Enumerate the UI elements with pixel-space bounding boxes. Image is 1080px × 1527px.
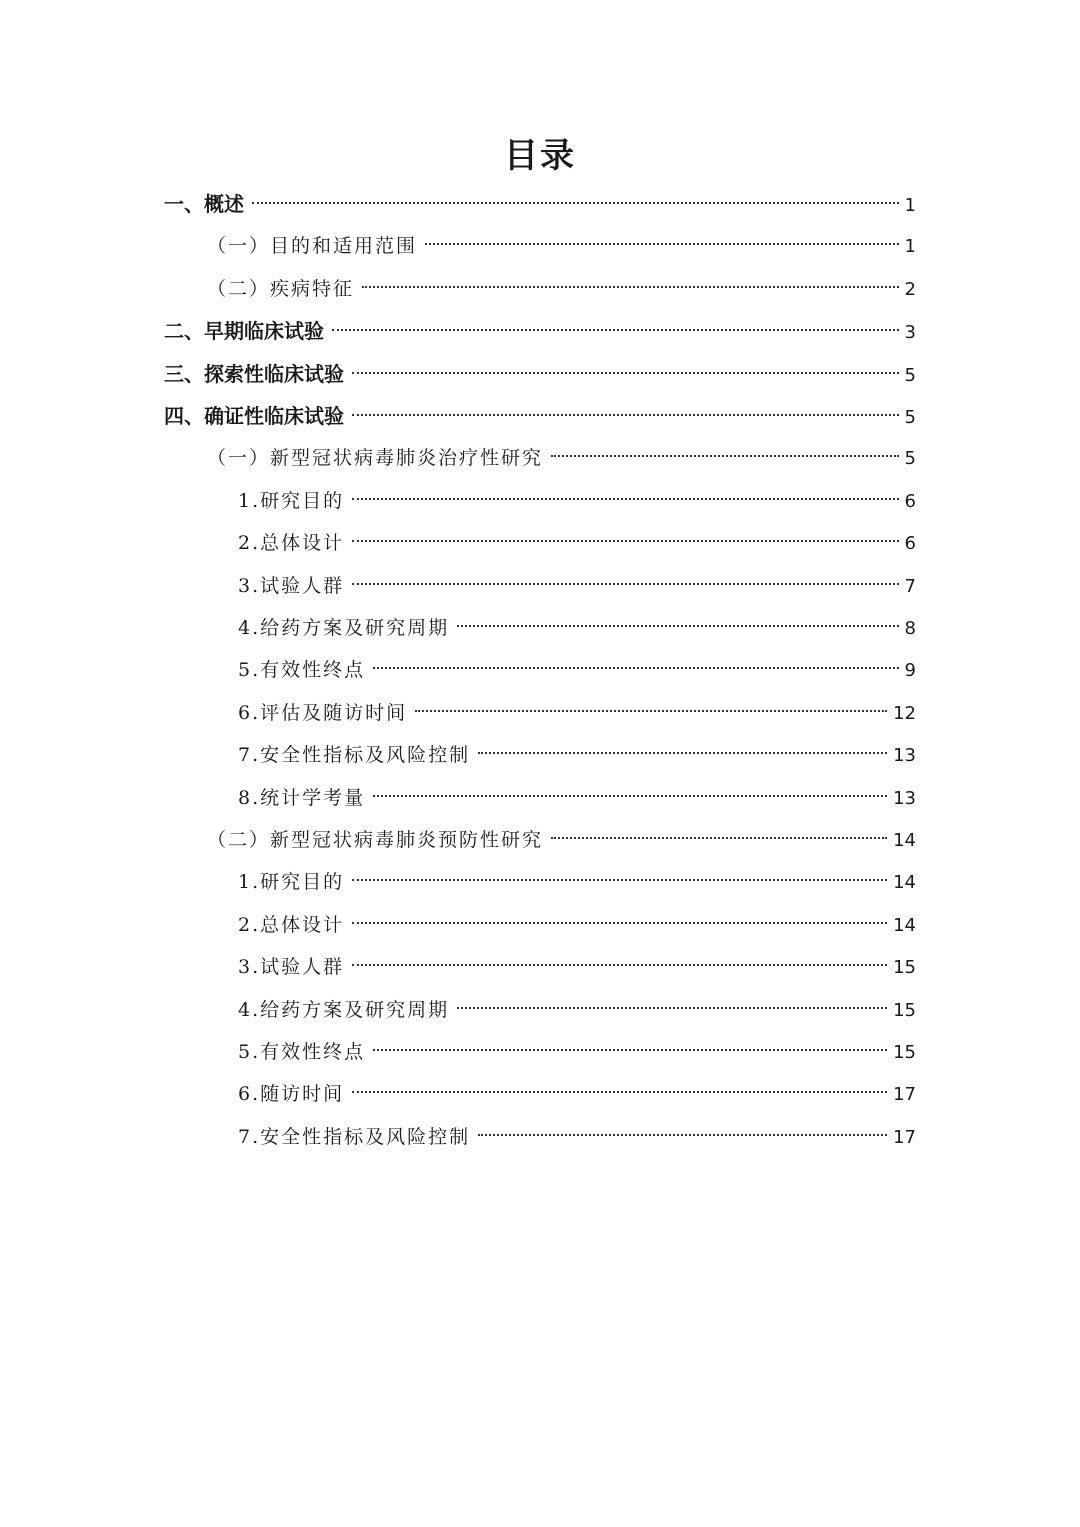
toc-entry[interactable] xyxy=(207,226,916,266)
toc-entry-label: 三、探索性临床试验 xyxy=(164,361,344,386)
toc-entry-label: （二）疾病特征 xyxy=(207,277,355,300)
toc-dot-leader xyxy=(352,922,887,924)
toc-entry-page-number: 15 xyxy=(893,999,916,1021)
toc-entry[interactable] xyxy=(238,735,916,775)
toc-entry[interactable] xyxy=(238,1117,916,1157)
toc-entry-label: 3.试验人群 xyxy=(238,956,345,979)
toc-entry-page-number: 7 xyxy=(904,575,916,597)
toc-entry-label: 6.随访时间 xyxy=(238,1083,345,1106)
toc-dot-leader xyxy=(478,1134,887,1136)
toc-entry-label: （一）新型冠状病毒肺炎治疗性研究 xyxy=(207,447,544,470)
toc-entry[interactable] xyxy=(207,438,916,478)
toc-entry-page-number: 5 xyxy=(904,407,916,428)
toc-entry[interactable] xyxy=(238,905,916,945)
toc-entry-label: 6.评估及随访时间 xyxy=(238,701,408,724)
toc-entry-page-number: 2 xyxy=(904,278,916,300)
toc-entry-label: 四、确证性临床试验 xyxy=(164,404,344,428)
toc-dot-leader xyxy=(352,498,898,500)
toc-entry[interactable] xyxy=(238,862,916,902)
toc-dot-leader xyxy=(425,243,899,245)
toc-entry-page-number: 14 xyxy=(893,914,916,936)
toc-entry-page-number: 1 xyxy=(904,195,916,216)
toc-entry-label: 4.给药方案及研究周期 xyxy=(238,998,450,1021)
toc-entry-label: 7.安全性指标及风险控制 xyxy=(238,1125,471,1148)
toc-entry-page-number: 14 xyxy=(893,830,916,851)
toc-entry-page-number: 13 xyxy=(893,745,916,767)
toc-entry-page-number: 15 xyxy=(893,1042,916,1063)
toc-entry[interactable] xyxy=(238,990,916,1030)
toc-entry-page-number: 6 xyxy=(904,533,916,555)
toc-dot-leader xyxy=(352,964,887,966)
toc-dot-leader xyxy=(352,372,899,374)
toc-dot-leader xyxy=(332,329,899,331)
toc-dot-leader xyxy=(373,667,898,669)
toc-entry[interactable] xyxy=(238,481,916,521)
toc-dot-leader xyxy=(352,583,898,585)
toc-dot-leader xyxy=(415,710,887,712)
toc-entry-label: 一、概述 xyxy=(164,192,244,216)
toc-entry-label: 7.安全性指标及风险控制 xyxy=(238,744,471,767)
toc-entry-page-number: 13 xyxy=(893,787,916,809)
toc-entry-page-number: 14 xyxy=(893,872,916,894)
toc-entry-page-number: 12 xyxy=(893,702,916,724)
toc-entry[interactable] xyxy=(207,269,916,309)
toc-entry-page-number: 8 xyxy=(904,618,916,639)
page-title: 目录 xyxy=(504,136,576,176)
toc-dot-leader xyxy=(352,1091,887,1093)
toc-entry[interactable] xyxy=(238,1074,916,1114)
toc-entry-page-number: 5 xyxy=(904,364,916,386)
toc-entry[interactable] xyxy=(164,354,916,394)
toc-entry-label: 1.研究目的 xyxy=(238,489,345,512)
toc-dot-leader xyxy=(457,1007,887,1009)
toc-entry[interactable] xyxy=(238,947,916,987)
toc-entry[interactable] xyxy=(164,396,916,436)
toc-entry-label: 2.总体设计 xyxy=(238,532,345,555)
toc-entry[interactable] xyxy=(238,1032,916,1072)
toc-entry-label: 二、早期临床试验 xyxy=(164,319,324,344)
toc-entry-label: 5.有效性终点 xyxy=(238,1041,366,1063)
toc-dot-leader xyxy=(551,455,899,457)
toc-entry-page-number: 15 xyxy=(893,957,916,979)
toc-entry-label: （二）新型冠状病毒肺炎预防性研究 xyxy=(207,829,544,851)
toc-dot-leader xyxy=(352,414,899,416)
toc-entry[interactable] xyxy=(164,311,916,351)
toc-entry[interactable] xyxy=(238,523,916,563)
toc-entry[interactable] xyxy=(238,566,916,606)
toc-entry[interactable] xyxy=(207,820,916,860)
toc-entry-page-number: 5 xyxy=(904,448,916,470)
toc-entry-label: （一）目的和适用范围 xyxy=(207,235,418,258)
toc-entry[interactable] xyxy=(238,608,916,648)
toc-dot-leader xyxy=(457,625,898,627)
toc-entry-page-number: 17 xyxy=(893,1126,916,1148)
toc-dot-leader xyxy=(352,879,887,881)
toc-dot-leader xyxy=(478,752,887,754)
toc-dot-leader xyxy=(551,837,887,839)
toc-dot-leader xyxy=(362,286,899,288)
toc-entry-page-number: 1 xyxy=(904,236,916,258)
toc-entry-page-number: 6 xyxy=(904,490,916,512)
toc-dot-leader xyxy=(373,1049,887,1051)
toc-dot-leader xyxy=(352,540,898,542)
toc-entry-label: 8.统计学考量 xyxy=(238,786,366,809)
toc-entry-label: 3.试验人群 xyxy=(238,574,345,597)
toc-entry-page-number: 17 xyxy=(893,1084,916,1106)
toc-entry-label: 2.总体设计 xyxy=(238,913,345,936)
toc-entry[interactable] xyxy=(238,693,916,733)
toc-entry[interactable] xyxy=(238,650,916,690)
toc-dot-leader xyxy=(373,795,887,797)
toc-dot-leader xyxy=(252,202,899,204)
toc-entry-page-number: 9 xyxy=(904,660,916,682)
toc-entry[interactable] xyxy=(238,778,916,818)
toc-entry[interactable] xyxy=(164,184,916,224)
toc-entry-label: 5.有效性终点 xyxy=(238,659,366,682)
toc-entry-label: 1.研究目的 xyxy=(238,871,345,894)
toc-entry-label: 4.给药方案及研究周期 xyxy=(238,617,450,639)
toc-entry-page-number: 3 xyxy=(904,322,916,344)
